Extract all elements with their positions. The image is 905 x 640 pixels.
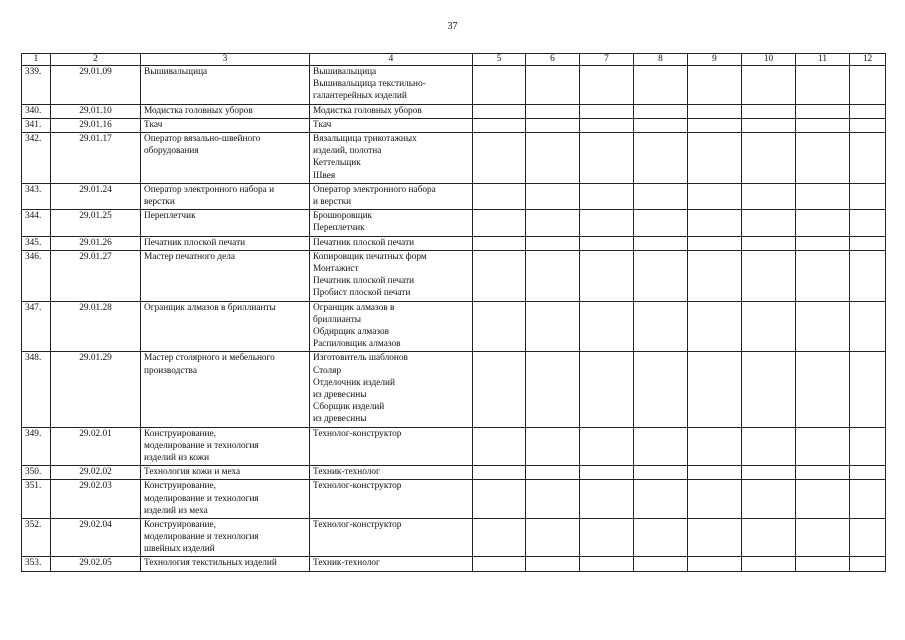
table-row	[22, 557, 886, 571]
empty-cell-col-6	[526, 236, 580, 250]
qualification-item: Обдирщик алмазов	[313, 326, 389, 337]
empty-cell-col-9	[688, 118, 742, 132]
empty-cell-col-6	[526, 480, 580, 519]
registry-table	[21, 53, 886, 572]
profession-name-line: моделирование и технология	[144, 493, 259, 504]
empty-cell-col-9	[688, 183, 742, 209]
qualification-item: Распиловщик алмазов	[313, 339, 401, 350]
empty-cell-col-8	[634, 557, 688, 571]
empty-cell-col-10	[742, 518, 796, 557]
empty-cell-col-11	[796, 466, 850, 480]
column-header-3: 3	[141, 54, 310, 66]
empty-cell-col-5	[473, 132, 526, 183]
empty-cell-col-5	[473, 118, 526, 132]
profession-name-line: моделирование и технология	[144, 440, 259, 451]
empty-cell-col-9	[688, 236, 742, 250]
empty-cell-col-8	[634, 352, 688, 427]
qualifications-cell	[310, 557, 473, 571]
empty-cell-col-6	[526, 301, 580, 352]
profession-name-line: Конструирование,	[144, 428, 216, 439]
row-number: 339.	[22, 66, 51, 105]
profession-code: 29.01.24	[51, 183, 141, 209]
empty-cell-col-10	[742, 66, 796, 105]
empty-cell-col-6	[526, 183, 580, 209]
empty-cell-col-10	[742, 104, 796, 118]
profession-name	[141, 236, 310, 250]
qualifications-cell	[310, 427, 473, 466]
profession-name-line: изделий из кожи	[144, 452, 210, 463]
empty-cell-col-5	[473, 557, 526, 571]
empty-cell-col-7	[580, 210, 634, 236]
empty-cell-col-12	[850, 480, 886, 519]
qualifications-cell	[310, 236, 473, 250]
empty-cell-col-7	[580, 118, 634, 132]
empty-cell-col-11	[796, 557, 850, 571]
profession-code: 29.02.05	[51, 557, 141, 571]
empty-cell-col-9	[688, 210, 742, 236]
row-number: 353.	[22, 557, 51, 571]
empty-cell-col-5	[473, 301, 526, 352]
qualification-item: Кеттельщик	[313, 158, 361, 169]
profession-name-line: верстки	[144, 196, 175, 207]
empty-cell-col-10	[742, 210, 796, 236]
empty-cell-col-6	[526, 466, 580, 480]
empty-cell-col-12	[850, 427, 886, 466]
row-number: 348.	[22, 352, 51, 427]
qualifications-cell	[310, 210, 473, 236]
table-row	[22, 210, 886, 236]
row-number: 341.	[22, 118, 51, 132]
profession-name	[141, 66, 310, 105]
qualifications-cell	[310, 132, 473, 183]
profession-name-line: Ткач	[144, 119, 163, 130]
empty-cell-col-9	[688, 132, 742, 183]
qualification-item: Вышивальщица	[313, 67, 377, 77]
profession-name	[141, 132, 310, 183]
empty-cell-col-7	[580, 250, 634, 301]
qualification-item: Сборщик изделий	[313, 402, 385, 413]
table-row	[22, 250, 886, 301]
table-row	[22, 466, 886, 480]
empty-cell-col-7	[580, 352, 634, 427]
empty-cell-col-5	[473, 104, 526, 118]
empty-cell-col-10	[742, 352, 796, 427]
empty-cell-col-5	[473, 480, 526, 519]
empty-cell-col-10	[742, 427, 796, 466]
qualifications-cell	[310, 250, 473, 301]
table-row	[22, 301, 886, 352]
empty-cell-col-12	[850, 250, 886, 301]
empty-cell-col-8	[634, 210, 688, 236]
empty-cell-col-9	[688, 466, 742, 480]
empty-cell-col-7	[580, 480, 634, 519]
profession-name-line: Вышивальщица	[144, 67, 208, 77]
profession-name-line: изделий из меха	[144, 505, 208, 516]
column-header-4: 4	[310, 54, 473, 66]
column-header-11: 11	[796, 54, 850, 66]
empty-cell-col-8	[634, 518, 688, 557]
profession-code: 29.01.25	[51, 210, 141, 236]
empty-cell-col-6	[526, 104, 580, 118]
row-number: 345.	[22, 236, 51, 250]
qualification-item: галантерейных изделий	[313, 91, 407, 102]
empty-cell-col-5	[473, 183, 526, 209]
empty-cell-col-10	[742, 132, 796, 183]
qualifications-cell	[310, 480, 473, 519]
column-header-7: 7	[580, 54, 634, 66]
row-number: 350.	[22, 466, 51, 480]
profession-name	[141, 301, 310, 352]
table-row	[22, 66, 886, 105]
empty-cell-col-9	[688, 518, 742, 557]
empty-cell-col-9	[688, 427, 742, 466]
profession-name	[141, 480, 310, 519]
profession-code: 29.01.16	[51, 118, 141, 132]
empty-cell-col-7	[580, 427, 634, 466]
empty-cell-col-8	[634, 183, 688, 209]
empty-cell-col-7	[580, 104, 634, 118]
empty-cell-col-6	[526, 427, 580, 466]
empty-cell-col-10	[742, 118, 796, 132]
row-number: 347.	[22, 301, 51, 352]
empty-cell-col-10	[742, 557, 796, 571]
empty-cell-col-8	[634, 301, 688, 352]
qualification-item: Отделочник изделий	[313, 377, 395, 388]
empty-cell-col-9	[688, 352, 742, 427]
empty-cell-col-10	[742, 480, 796, 519]
empty-cell-col-8	[634, 236, 688, 250]
column-header-5: 5	[473, 54, 526, 66]
profession-name	[141, 250, 310, 301]
table-row	[22, 118, 886, 132]
page-number: 37	[447, 21, 458, 32]
column-header-6: 6	[526, 54, 580, 66]
empty-cell-col-12	[850, 183, 886, 209]
empty-cell-col-10	[742, 301, 796, 352]
empty-cell-col-7	[580, 301, 634, 352]
qualification-item: Брошюровщик	[313, 211, 373, 222]
empty-cell-col-12	[850, 518, 886, 557]
profession-code: 29.02.04	[51, 518, 141, 557]
empty-cell-col-10	[742, 250, 796, 301]
profession-code: 29.01.10	[51, 104, 141, 118]
empty-cell-col-7	[580, 66, 634, 105]
empty-cell-col-6	[526, 132, 580, 183]
profession-name-line: производства	[144, 365, 197, 376]
profession-code: 29.01.28	[51, 301, 141, 352]
profession-name-line: Конструирование,	[144, 481, 216, 492]
qualifications-cell	[310, 104, 473, 118]
empty-cell-col-11	[796, 66, 850, 105]
empty-cell-col-7	[580, 466, 634, 480]
qualification-item: Техник-технолог	[313, 558, 380, 569]
qualification-item: Изготовитель шаблонов	[313, 353, 408, 364]
profession-code: 29.02.02	[51, 466, 141, 480]
profession-name	[141, 427, 310, 466]
qualification-item: Вязальщица трикотажных	[313, 133, 417, 144]
profession-code: 29.01.17	[51, 132, 141, 183]
empty-cell-col-11	[796, 236, 850, 250]
qualification-item: Техник-технолог	[313, 467, 380, 478]
row-number: 351.	[22, 480, 51, 519]
empty-cell-col-5	[473, 427, 526, 466]
empty-cell-col-12	[850, 118, 886, 132]
profession-name-line: оборудования	[144, 146, 199, 157]
empty-cell-col-12	[850, 557, 886, 571]
qualifications-cell	[310, 352, 473, 427]
qualification-item: Монтажист	[313, 263, 359, 274]
table-body	[22, 66, 886, 572]
qualification-item: Технолог-конструктор	[313, 428, 402, 439]
empty-cell-col-7	[580, 132, 634, 183]
profession-code: 29.02.01	[51, 427, 141, 466]
table-row	[22, 132, 886, 183]
table-row	[22, 427, 886, 466]
empty-cell-col-5	[473, 518, 526, 557]
profession-name-line: Технология кожи и меха	[144, 467, 241, 478]
empty-cell-col-12	[850, 132, 886, 183]
empty-cell-col-7	[580, 183, 634, 209]
empty-cell-col-6	[526, 66, 580, 105]
qualification-item: Печатник плоской печати	[313, 237, 415, 248]
empty-cell-col-12	[850, 466, 886, 480]
qualification-item: бриллианты	[313, 314, 362, 325]
profession-name-line: Мастер печатного дела	[144, 251, 235, 262]
empty-cell-col-11	[796, 118, 850, 132]
row-number: 352.	[22, 518, 51, 557]
empty-cell-col-10	[742, 183, 796, 209]
empty-cell-col-12	[850, 301, 886, 352]
profession-name-line: Технология текстильных изделий	[144, 558, 277, 569]
profession-name-line: Мастер столярного и мебельного	[144, 353, 275, 364]
profession-code: 29.01.29	[51, 352, 141, 427]
empty-cell-col-9	[688, 301, 742, 352]
qualifications-cell	[310, 183, 473, 209]
profession-name-line: Модистка головных уборов	[144, 105, 253, 116]
qualification-item: Технолог-конструктор	[313, 519, 402, 530]
profession-name	[141, 210, 310, 236]
qualifications-cell	[310, 466, 473, 480]
qualification-item: Переплетчик	[313, 223, 365, 234]
qualification-item: Ткач	[313, 119, 332, 130]
qualifications-cell	[310, 518, 473, 557]
empty-cell-col-11	[796, 301, 850, 352]
header-row	[22, 54, 886, 66]
row-number: 346.	[22, 250, 51, 301]
empty-cell-col-5	[473, 352, 526, 427]
empty-cell-col-6	[526, 557, 580, 571]
empty-cell-col-9	[688, 66, 742, 105]
table-row	[22, 183, 886, 209]
profession-name-line: Огранщик алмазов в бриллианты	[144, 302, 276, 313]
empty-cell-col-5	[473, 236, 526, 250]
empty-cell-col-12	[850, 104, 886, 118]
empty-cell-col-8	[634, 480, 688, 519]
qualifications-cell	[310, 66, 473, 105]
empty-cell-col-6	[526, 118, 580, 132]
qualification-item: Модистка головных уборов	[313, 105, 422, 116]
empty-cell-col-8	[634, 466, 688, 480]
empty-cell-col-11	[796, 427, 850, 466]
profession-name	[141, 466, 310, 480]
qualification-item: и верстки	[313, 196, 352, 207]
profession-name-line: швейных изделий	[144, 544, 215, 555]
empty-cell-col-11	[796, 480, 850, 519]
qualification-item: Столяр	[313, 365, 342, 376]
empty-cell-col-9	[688, 250, 742, 301]
profession-code: 29.01.09	[51, 66, 141, 105]
empty-cell-col-12	[850, 352, 886, 427]
empty-cell-col-11	[796, 250, 850, 301]
qualification-item: Технолог-конструктор	[313, 481, 402, 492]
column-header-12: 12	[850, 54, 886, 66]
empty-cell-col-11	[796, 210, 850, 236]
empty-cell-col-5	[473, 250, 526, 301]
qualification-item: Вышивальщица текстильно-	[313, 79, 426, 90]
column-header-9: 9	[688, 54, 742, 66]
empty-cell-col-8	[634, 427, 688, 466]
empty-cell-col-9	[688, 104, 742, 118]
profession-name	[141, 557, 310, 571]
row-number: 340.	[22, 104, 51, 118]
qualifications-cell	[310, 118, 473, 132]
profession-code: 29.02.03	[51, 480, 141, 519]
empty-cell-col-8	[634, 66, 688, 105]
empty-cell-col-12	[850, 66, 886, 105]
empty-cell-col-7	[580, 518, 634, 557]
profession-name-line: Оператор электронного набора и	[144, 184, 275, 195]
row-number: 349.	[22, 427, 51, 466]
empty-cell-col-7	[580, 557, 634, 571]
empty-cell-col-7	[580, 236, 634, 250]
qualification-item: Печатник плоской печати	[313, 276, 415, 287]
empty-cell-col-11	[796, 132, 850, 183]
table-row	[22, 104, 886, 118]
profession-name	[141, 104, 310, 118]
table-row	[22, 236, 886, 250]
profession-code: 29.01.26	[51, 236, 141, 250]
empty-cell-col-6	[526, 352, 580, 427]
empty-cell-col-8	[634, 132, 688, 183]
empty-cell-col-5	[473, 466, 526, 480]
profession-name-line: Печатник плоской печати	[144, 237, 246, 248]
profession-name-line: Конструирование,	[144, 519, 216, 530]
empty-cell-col-8	[634, 104, 688, 118]
column-header-2: 2	[51, 54, 141, 66]
table-row	[22, 480, 886, 519]
empty-cell-col-10	[742, 236, 796, 250]
row-number: 343.	[22, 183, 51, 209]
profession-name-line: Оператор вязально-швейного	[144, 133, 261, 144]
empty-cell-col-12	[850, 210, 886, 236]
empty-cell-col-11	[796, 104, 850, 118]
qualification-item: изделий, полотна	[313, 146, 382, 157]
profession-name	[141, 118, 310, 132]
qualification-item: Оператор электронного набора	[313, 184, 436, 195]
empty-cell-col-5	[473, 66, 526, 105]
empty-cell-col-8	[634, 250, 688, 301]
profession-name	[141, 352, 310, 427]
qualification-item: Копировщик печатных форм	[313, 251, 427, 262]
empty-cell-col-6	[526, 518, 580, 557]
qualification-item: Огранщик алмазов в	[313, 302, 395, 313]
column-header-1: 1	[22, 54, 51, 66]
empty-cell-col-11	[796, 183, 850, 209]
empty-cell-col-5	[473, 210, 526, 236]
row-number: 342.	[22, 132, 51, 183]
empty-cell-col-12	[850, 236, 886, 250]
table-row	[22, 352, 886, 427]
empty-cell-col-11	[796, 518, 850, 557]
empty-cell-col-9	[688, 480, 742, 519]
profession-name	[141, 183, 310, 209]
table-row	[22, 518, 886, 557]
empty-cell-col-8	[634, 118, 688, 132]
empty-cell-col-9	[688, 557, 742, 571]
qualifications-cell	[310, 301, 473, 352]
row-number: 344.	[22, 210, 51, 236]
profession-code: 29.01.27	[51, 250, 141, 301]
qualification-item: из древесины	[313, 414, 367, 425]
empty-cell-col-6	[526, 210, 580, 236]
profession-name	[141, 518, 310, 557]
profession-name-line: моделирование и технология	[144, 532, 259, 543]
empty-cell-col-11	[796, 352, 850, 427]
qualification-item: Пробист плоской печати	[313, 288, 411, 299]
qualification-item: из древесины	[313, 389, 367, 400]
empty-cell-col-10	[742, 466, 796, 480]
qualification-item: Швея	[313, 170, 336, 181]
profession-name-line: Переплетчик	[144, 211, 196, 222]
empty-cell-col-6	[526, 250, 580, 301]
column-header-8: 8	[634, 54, 688, 66]
column-header-10: 10	[742, 54, 796, 66]
